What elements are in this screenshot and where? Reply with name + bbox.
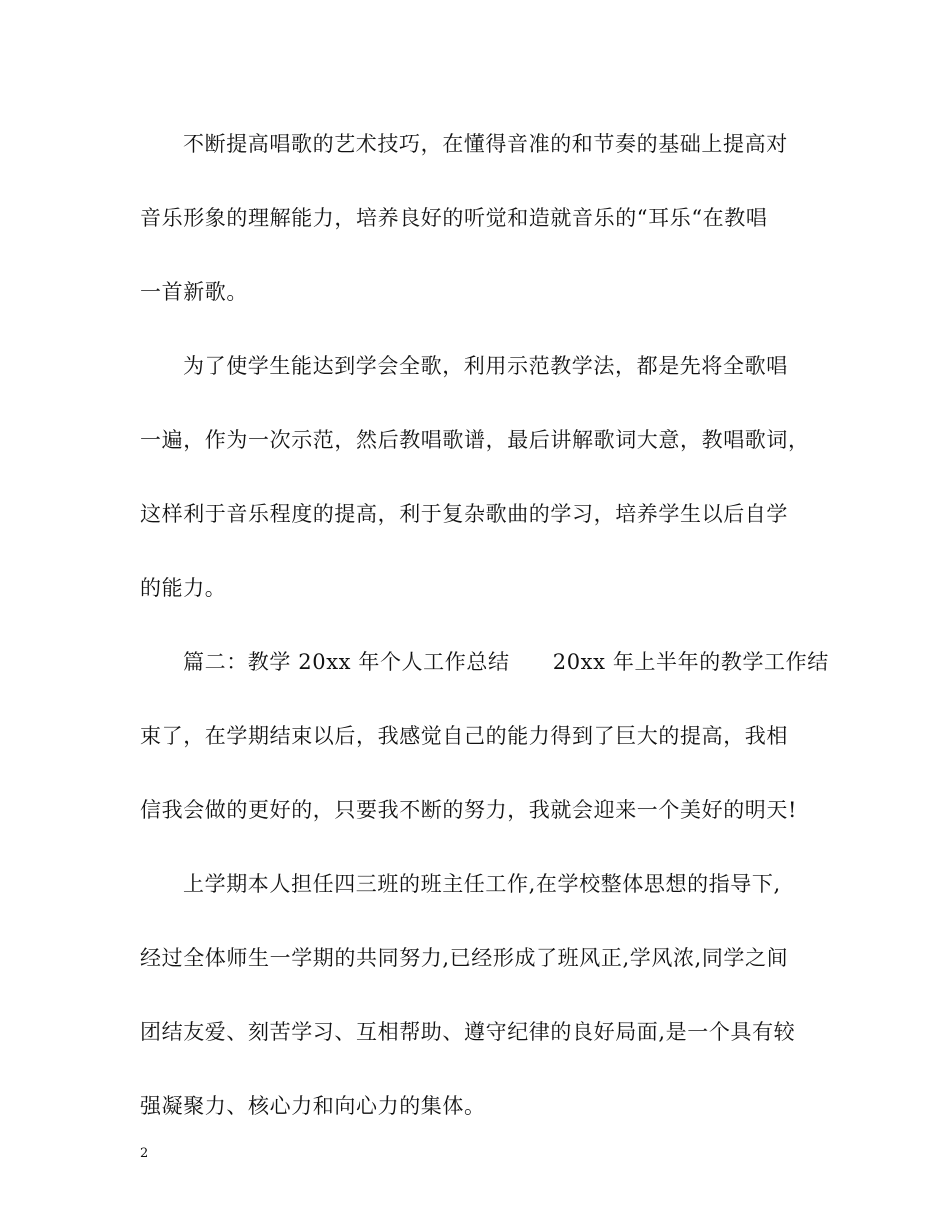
text-line: 一首新歌。 [140, 280, 248, 304]
text-line: 的能力。 [140, 576, 227, 600]
text-line: 束了，在学期结束以后，我感觉自己的能力得到了巨大的提高，我相 [140, 724, 788, 748]
text-line: 强凝聚力、核心力和向心力的集体。 [140, 1094, 486, 1118]
page-number: 2 [140, 1146, 149, 1161]
text-line: 音乐形象的理解能力，培养良好的听觉和造就音乐的“耳乐“在教唱 [140, 206, 768, 230]
text-line: 上学期本人担任四三班的班主任工作,在学校整体思想的指导下, [183, 872, 781, 896]
text-line: 一遍，作为一次示范，然后教唱歌谱，最后讲解歌词大意，教唱歌词， [140, 428, 810, 452]
text-line: 不断提高唱歌的艺术技巧，在懂得音准的和节奏的基础上提高对 [183, 132, 788, 156]
text-line: 为了使学生能达到学会全歌，利用示范教学法，都是先将全歌唱 [183, 354, 788, 378]
text-line: 这样利于音乐程度的提高，利于复杂歌曲的学习，培养学生以后自学 [140, 502, 788, 526]
text-line: 篇二：教学 20xx 年个人工作总结 20xx 年上半年的教学工作结 [183, 650, 829, 674]
body-text [140, 118, 829, 1154]
text-line: 团结友爱、刻苦学习、互相帮助、遵守纪律的良好局面,是一个具有较 [140, 1020, 796, 1044]
text-line: 信我会做的更好的，只要我不断的努力，我就会迎来一个美好的明天! [140, 798, 798, 822]
text-line: 经过全体师生一学期的共同努力,已经形成了班风正,学风浓,同学之间 [140, 946, 789, 970]
